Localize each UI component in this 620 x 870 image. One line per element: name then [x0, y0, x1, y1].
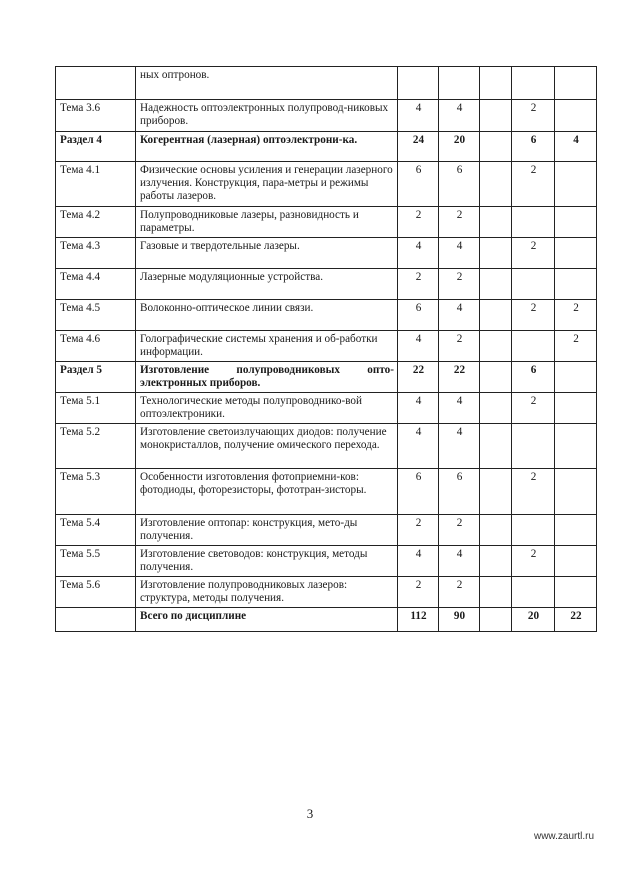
- hours-cell: 2: [512, 546, 555, 577]
- hours-cell: 2: [512, 100, 555, 132]
- hours-cell: 2: [398, 577, 439, 608]
- site-watermark: www.zaurtl.ru: [533, 831, 594, 842]
- hours-cell: 2: [555, 331, 597, 362]
- section-row: [56, 362, 597, 393]
- row-title: Полупроводниковые лазеры, разновидность и параметры.: [136, 207, 398, 238]
- row-code: Тема 5.3: [56, 469, 136, 515]
- hours-cell: 4: [398, 331, 439, 362]
- hours-cell: 2: [512, 238, 555, 269]
- hours-cell: 4: [398, 424, 439, 469]
- hours-cell: [480, 100, 512, 132]
- hours-cell: 4: [439, 100, 480, 132]
- hours-cell: [512, 424, 555, 469]
- table-row: [56, 469, 597, 515]
- hours-cell: [555, 469, 597, 515]
- hours-cell: [480, 269, 512, 300]
- hours-cell: 2: [512, 393, 555, 424]
- table-row: [56, 67, 597, 100]
- hours-cell: [480, 207, 512, 238]
- table-row: [56, 424, 597, 469]
- hours-cell: [480, 424, 512, 469]
- hours-cell: [555, 546, 597, 577]
- row-code: Тема 5.4: [56, 515, 136, 546]
- hours-cell: [480, 546, 512, 577]
- row-title: Лазерные модуляционные устройства.: [136, 269, 398, 300]
- hours-cell: 2: [512, 469, 555, 515]
- row-code: Тема 3.6: [56, 100, 136, 132]
- row-code: Раздел 4: [56, 132, 136, 162]
- hours-cell: 6: [439, 162, 480, 207]
- curriculum-table: [55, 66, 597, 632]
- hours-cell: 2: [439, 207, 480, 238]
- hours-cell: [480, 362, 512, 393]
- row-title: Когерентная (лазерная) оптоэлектрони-ка.: [136, 132, 398, 162]
- row-code: Раздел 5: [56, 362, 136, 393]
- row-code: Тема 5.6: [56, 577, 136, 608]
- hours-cell: [555, 393, 597, 424]
- hours-cell: 2: [439, 269, 480, 300]
- hours-cell: 22: [398, 362, 439, 393]
- hours-cell: 4: [439, 393, 480, 424]
- row-code: Тема 4.3: [56, 238, 136, 269]
- row-title: Изготовление полупроводниковых лазеров: структура, методы получения.: [136, 577, 398, 608]
- table-row: [56, 331, 597, 362]
- hours-cell: [480, 132, 512, 162]
- hours-cell: 20: [439, 132, 480, 162]
- hours-cell: 20: [512, 608, 555, 632]
- hours-cell: [480, 162, 512, 207]
- hours-cell: 4: [439, 238, 480, 269]
- hours-cell: 4: [439, 546, 480, 577]
- hours-cell: [512, 269, 555, 300]
- row-title: Волоконно-оптическое линии связи.: [136, 300, 398, 331]
- row-title: Изготовление световодов: конструкция, методы получения.: [136, 546, 398, 577]
- section-row: [56, 132, 597, 162]
- hours-cell: 4: [398, 100, 439, 132]
- hours-cell: 24: [398, 132, 439, 162]
- hours-cell: 6: [512, 132, 555, 162]
- hours-cell: [480, 393, 512, 424]
- row-title: Надежность оптоэлектронных полупровод-никовых приборов.: [136, 100, 398, 132]
- hours-cell: [480, 67, 512, 100]
- hours-cell: [555, 577, 597, 608]
- hours-cell: 6: [512, 362, 555, 393]
- table-row: [56, 162, 597, 207]
- hours-cell: [555, 100, 597, 132]
- hours-cell: 112: [398, 608, 439, 632]
- hours-cell: [512, 207, 555, 238]
- row-code: Тема 4.1: [56, 162, 136, 207]
- hours-cell: [512, 515, 555, 546]
- hours-cell: 2: [555, 300, 597, 331]
- row-code: Тема 4.5: [56, 300, 136, 331]
- row-title: Газовые и твердотельные лазеры.: [136, 238, 398, 269]
- hours-cell: 2: [512, 162, 555, 207]
- hours-cell: 2: [398, 269, 439, 300]
- hours-cell: [439, 67, 480, 100]
- hours-cell: [555, 67, 597, 100]
- hours-cell: [480, 515, 512, 546]
- hours-cell: [512, 67, 555, 100]
- row-code: Тема 4.6: [56, 331, 136, 362]
- table-body: [56, 67, 597, 632]
- page-number: 3: [306, 806, 314, 821]
- hours-cell: 2: [439, 331, 480, 362]
- hours-cell: [512, 577, 555, 608]
- hours-cell: 6: [439, 469, 480, 515]
- row-code: Тема 5.1: [56, 393, 136, 424]
- hours-cell: 4: [398, 238, 439, 269]
- hours-cell: 4: [398, 393, 439, 424]
- row-title: Изготовление полупроводниковых опто-электронных приборов.: [136, 362, 398, 393]
- table-row: [56, 100, 597, 132]
- row-title: Голографические системы хранения и об-работки информации.: [136, 331, 398, 362]
- table-row: [56, 207, 597, 238]
- hours-cell: [555, 424, 597, 469]
- table-row: [56, 300, 597, 331]
- hours-cell: [480, 300, 512, 331]
- hours-cell: 6: [398, 162, 439, 207]
- hours-cell: [555, 238, 597, 269]
- hours-cell: [555, 362, 597, 393]
- hours-cell: [555, 162, 597, 207]
- row-title: ных оптронов.: [136, 67, 398, 100]
- hours-cell: [555, 269, 597, 300]
- row-title: Всего по дисциплине: [136, 608, 398, 632]
- hours-cell: [512, 331, 555, 362]
- hours-cell: 4: [555, 132, 597, 162]
- hours-cell: 6: [398, 300, 439, 331]
- hours-cell: 4: [439, 300, 480, 331]
- row-code: Тема 5.5: [56, 546, 136, 577]
- row-code: [56, 67, 136, 100]
- row-title: Особенности изготовления фотоприемни-ков: фотодиоды, фоторезисторы, фототран-зисторы.: [136, 469, 398, 515]
- table-row: [56, 546, 597, 577]
- row-title: Физические основы усиления и генерации лазерного излучения. Конструкция, пара-метры и режимы работы лазеров.: [136, 162, 398, 207]
- hours-cell: 2: [512, 300, 555, 331]
- row-code: [56, 608, 136, 632]
- hours-cell: [480, 238, 512, 269]
- hours-cell: 90: [439, 608, 480, 632]
- hours-cell: 6: [398, 469, 439, 515]
- table-row: [56, 238, 597, 269]
- hours-cell: 22: [439, 362, 480, 393]
- table-row: [56, 577, 597, 608]
- hours-cell: 2: [398, 207, 439, 238]
- hours-cell: [398, 67, 439, 100]
- hours-cell: [555, 207, 597, 238]
- hours-cell: 4: [439, 424, 480, 469]
- hours-cell: 2: [398, 515, 439, 546]
- hours-cell: [480, 608, 512, 632]
- table-row: [56, 393, 597, 424]
- table-row: [56, 269, 597, 300]
- total-row: [56, 608, 597, 632]
- row-title: Изготовление светоизлучающих диодов: получение монокристаллов, получение омического перехода.: [136, 424, 398, 469]
- row-title: Технологические методы полупроводнико-вой оптоэлектроники.: [136, 393, 398, 424]
- hours-cell: [555, 515, 597, 546]
- row-title: Изготовление оптопар: конструкция, мето-ды получения.: [136, 515, 398, 546]
- row-code: Тема 4.2: [56, 207, 136, 238]
- row-code: Тема 4.4: [56, 269, 136, 300]
- table-row: [56, 515, 597, 546]
- hours-cell: 2: [439, 515, 480, 546]
- hours-cell: [480, 331, 512, 362]
- hours-cell: [480, 577, 512, 608]
- hours-cell: [480, 469, 512, 515]
- hours-cell: 22: [555, 608, 597, 632]
- row-code: Тема 5.2: [56, 424, 136, 469]
- hours-cell: 2: [439, 577, 480, 608]
- hours-cell: 4: [398, 546, 439, 577]
